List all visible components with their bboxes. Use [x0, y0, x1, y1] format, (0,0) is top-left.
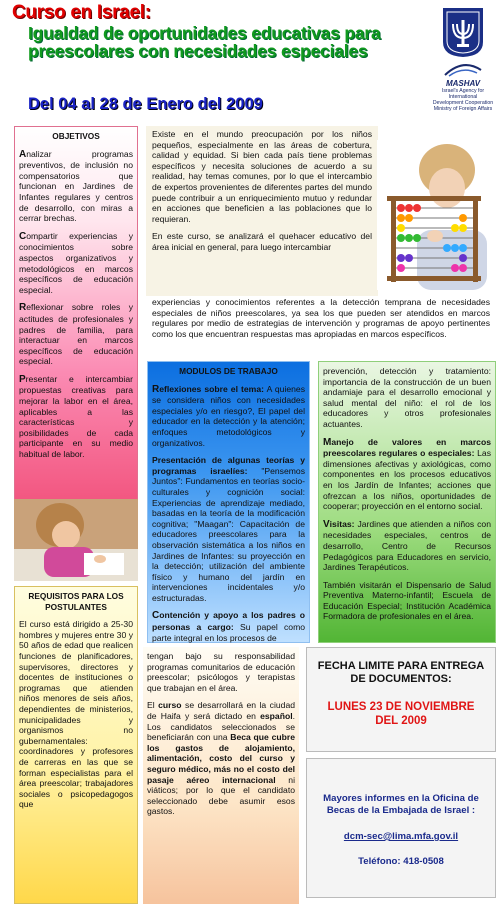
deadline-date-2: DEL 2009: [375, 715, 427, 727]
modulo-item: [152, 610, 305, 643]
beca-emphasis: Beca que cubre los gastos de alojamiento, alimentación, costo del curso y seguro médico, más no el costo del pasaje aéreo internacional: [147, 732, 295, 785]
mashav-swoosh-icon: [443, 62, 483, 78]
logo-caption-1: Israel's Agency for International: [441, 88, 485, 100]
intro-paragraph-2: En este curso, se analizará el quehacer educativo del área inicial en general, para luego intercambiar: [152, 231, 372, 252]
drop-cap: C: [19, 230, 27, 242]
requisitos-continued-box: [143, 647, 299, 904]
modulos-box: [147, 361, 310, 643]
beca-emphasis: español: [260, 710, 293, 721]
modulos-heading: MODULOS DE TRABAJO: [179, 366, 278, 376]
beca-emphasis: curso: [158, 700, 182, 711]
modulo-title: eflexiones sobre el tema:: [159, 383, 264, 394]
objetivo-item: [19, 302, 133, 367]
child-drawing-illustration-icon: [14, 499, 138, 581]
intro-paragraph-3: experiencias y conocimientos referentes a la detección temprana de necesidades especiales de niños preescolares, ya sea los que pueden ser atendidos en marcos regulares por medio de estrategias de intervención y programas de apoyo pertinentes como los que encuentran respuestas mas apropiadas en marcos específicos.: [152, 297, 490, 339]
objetivo-text: ompartir experiencias y conocimientos sobre aspectos organizativos y metodológicos en marcos específicos de educación especial.: [19, 230, 133, 295]
objetivo-item: [19, 231, 133, 296]
requisitos-box: [14, 586, 138, 904]
drop-cap: A: [19, 148, 27, 160]
drop-cap: R: [152, 383, 160, 395]
child-drawing-photo: [14, 499, 138, 581]
beca-text: ni viáticos; por lo que el candidato seleccionado debe asumir esos gastos.: [147, 774, 295, 817]
modulo-text: Las dimensiones afectivas y axiológicas, como componentes en los procesos educativos en los Jardín de Infantes; acciones que ofrezcan a los niños, oportunidades de cooperar; proyección en el entorno social.: [323, 448, 492, 512]
modulo-text: Su papel como parte integral en los procesos de: [152, 622, 306, 643]
beca-info: [147, 700, 295, 817]
objetivo-text: eflexionar sobre roles y actitudes de profesionales y padres de familia, para interactuar en marcos específicos de educación especial.: [19, 302, 133, 367]
abacus-illustration-icon: [377, 140, 491, 290]
modulo-continued-text: prevención, detección y tratamiento: importancia de la construcción de un buen andamiaje para el desarrollo emocional y salud mental del niño: el rol de los educadores y otros profesionales actuantes.: [323, 366, 491, 429]
objetivo-item: [19, 149, 133, 224]
drop-cap: P: [19, 373, 26, 385]
contact-email-link[interactable]: dcm-sec@lima.mfa.gov.il: [343, 831, 459, 842]
modulos-continued-box: [318, 361, 496, 643]
deadline-heading-2: DE DOCUMENTOS:: [350, 673, 452, 685]
page-title: Curso en Israel:: [12, 2, 151, 23]
modulo-item: [323, 519, 491, 573]
drop-cap: R: [19, 302, 27, 314]
mashav-logo: [430, 6, 496, 116]
modulo-text: Jardines que atienden a niños con necesidades especiales, centros de desarrollo, Centro de Recursos Pedagógicos para Educadores en servicio, Jardines Terapéuticos.: [323, 518, 491, 573]
visitas-extra: También visitarán el Dispensario de Salud Preventiva Materno-infantil; Escuela de Educación Especial; Institución Académica Formadora de profesionales en el área.: [323, 579, 491, 622]
requisitos-text: El curso está dirigido a 25-30 hombres y mujeres entre 30 y 50 años de edad que realicen funciones de planificadores, supervisores, directores y docentes de instituciones o programas que atienden niños menores de seis años, dependientes de ministerios, municipalidades y organismos no gubernamentales: coordinadores y profesores de carreras en las que se forman especialistas para el área preescolar; trabajadores sociales o psicopedagogos que: [19, 619, 133, 810]
drop-cap: C: [152, 610, 160, 622]
objetivo-text: nalizar programas preventivos, de inclusión no compensatorios que funcionan en Jardines de Infantes regulares y centros de desarrollo, con miras a cerrar brechas.: [19, 148, 133, 224]
beca-text: El: [147, 700, 159, 711]
modulo-item: [152, 455, 305, 603]
requisitos-heading: REQUISITOS PARA LOS POSTULANTES: [28, 591, 124, 612]
intro-continued: [146, 296, 496, 358]
beca-text: se desarrollará en la ciudad de Haifa y será dictado en: [147, 700, 296, 721]
drop-cap: M: [323, 436, 332, 448]
modulo-text: "Pensemos Juntos": Fundamentos en teorías socio-culturales y cognición social: Experiencias de aprendizaje mediado, basadas en la teoría de la modificación cognitiva; "Maagan": Capacitación de educadores preescolares para la observación sistemática a los niños en Jardines de Infantes: su proyección en la detección; utilización del ambiente físico y humano del jardín en intervenciones incidentales y/o estructuradas.: [152, 465, 305, 603]
israel-emblem-icon: [441, 6, 485, 58]
logo-caption-2: Development Cooperation: [432, 100, 494, 106]
beca-text: . Los candidatos seleccionados se beneficiarán con una: [147, 710, 295, 743]
deadline-date-1: LUNES 23 DE NOVIEMBRE: [327, 701, 475, 713]
subtitle-line-2: preescolares con necesidades especiales: [28, 41, 368, 61]
course-dates: Del 04 al 28 de Enero del 2009: [28, 95, 263, 113]
intro-box: [146, 126, 378, 296]
child-abacus-photo: [377, 140, 491, 290]
modulo-title: ontención y apoyo a los padres o personas a cargo:: [152, 610, 305, 633]
deadline-heading-1: FECHA LIMITE PARA ENTREGA: [317, 660, 485, 672]
modulo-item: [152, 384, 305, 449]
objetivos-heading: OBJETIVOS: [52, 131, 100, 141]
subtitle-line-1: Igualdad de oportunidades educativas para: [28, 23, 381, 43]
logo-caption-3: Ministry of Foreign Affairs: [433, 106, 493, 112]
modulo-title: isitas:: [329, 518, 355, 529]
contact-box: [306, 758, 496, 898]
contact-line-1: Mayores informes en la Oficina de: [323, 793, 479, 804]
objetivo-text: resentar e intercambiar propuestas creativas para mejorar la labor en el área, aplicables a las características y posibilidades de cada participante en su medio habitual de labor.: [19, 373, 133, 460]
course-subtitle: [28, 24, 381, 60]
intro-paragraph-1: Existe en el mundo preocupación por los niños pequeños, especialmente en las áreas de cobertura, calidad y equidad. Si bien cada país tiene problemas específicos y necesita soluciones de acuerdo a su realidad, hay temas comunes, por lo que el intercambio de expertos provenientes de diferentes partes del mundo puede contribuir a un enriquecimiento mutuo y redundar en acciones que beneficien a las poblaciones que lo requieran.: [152, 129, 372, 224]
contact-line-2: Becas de la Embajada de Israel :: [326, 805, 476, 816]
modulo-title: anejo de valores en marcos preescolares regulares o especiales:: [323, 436, 491, 459]
contact-phone: Teléfono: 418-0508: [358, 856, 444, 867]
drop-cap: V: [323, 518, 330, 530]
objetivos-box: [14, 126, 138, 505]
objetivo-item: [19, 374, 133, 460]
modulo-title: Presentación de algunas teorías y programas israelíes:: [152, 455, 305, 476]
requisitos-continued-text: tengan bajo su responsabilidad programas comunitarios de educación preescolar; psicólogos y terapistas que trabajan en el área.: [147, 651, 295, 693]
deadline-box: [306, 647, 496, 752]
modulo-item: [323, 437, 491, 512]
mashav-name: MASHAV: [445, 79, 481, 88]
modulo-text: A quienes se considera niños con necesidades especiales y/o en riesgo?, El papel del educador en la detección y la atención; enfoques metodológicos y organizativos.: [152, 383, 305, 448]
